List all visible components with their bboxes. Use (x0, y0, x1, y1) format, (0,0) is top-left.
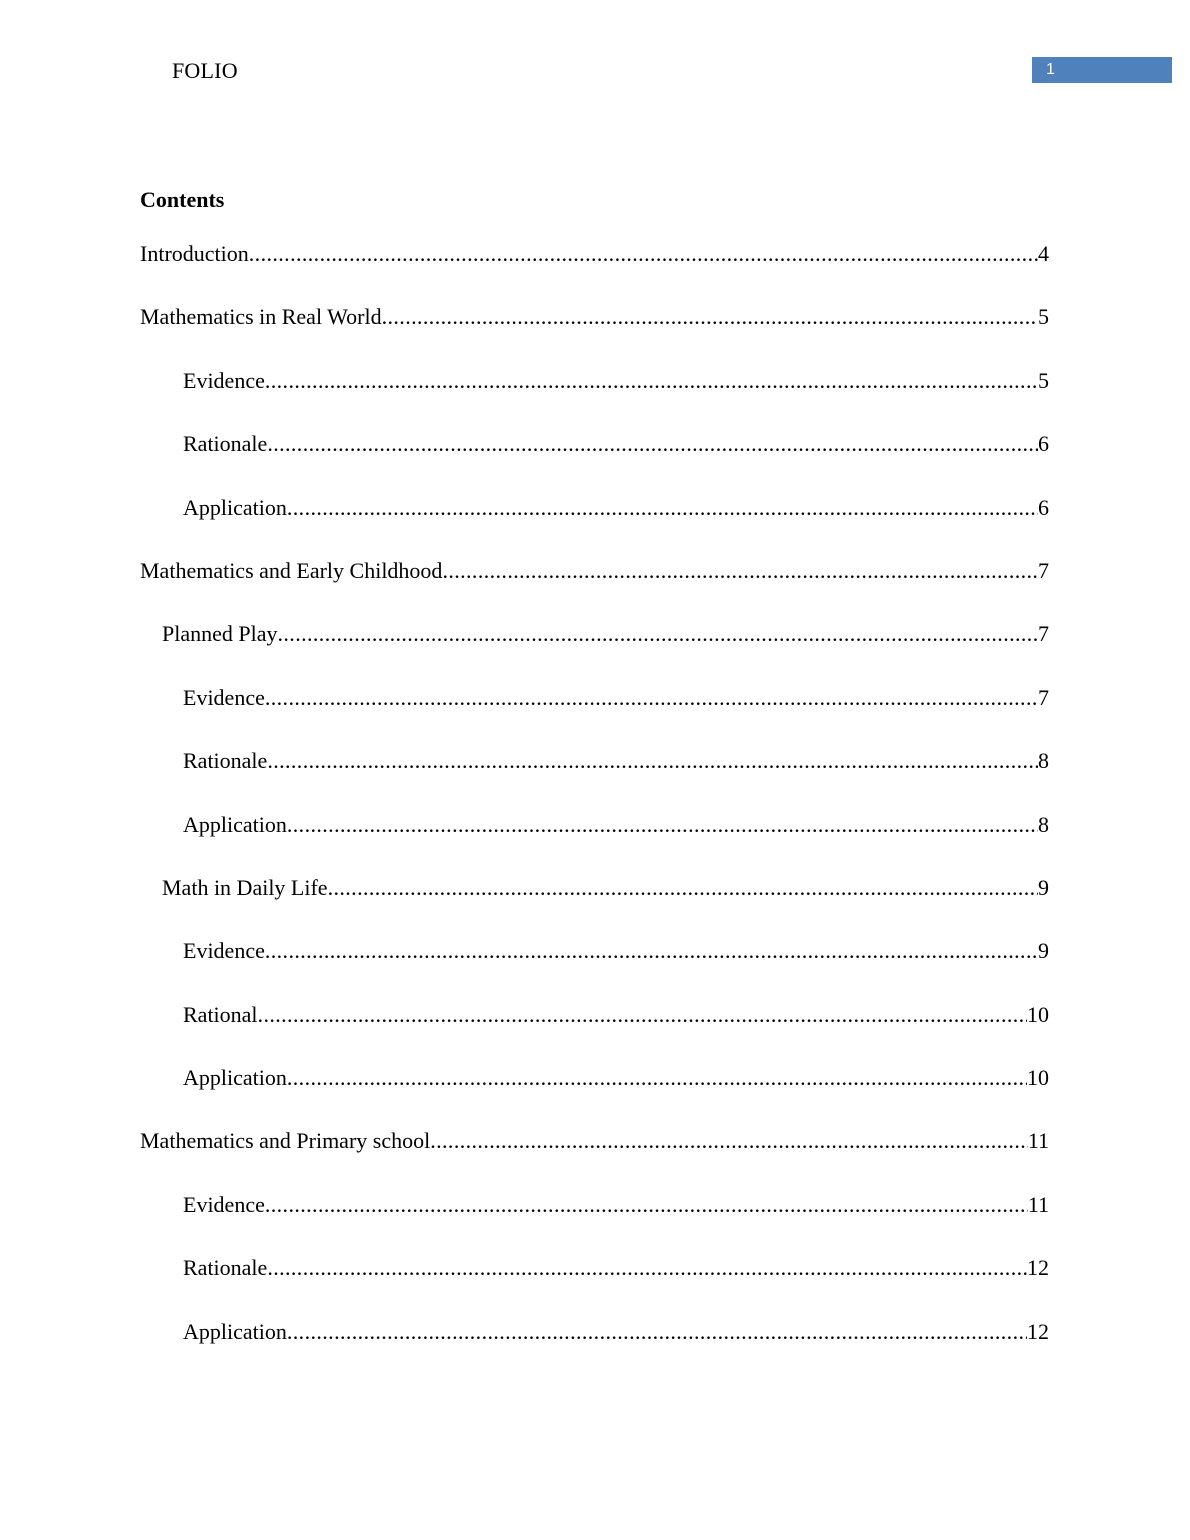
toc-entry-title: Introduction (140, 241, 249, 266)
toc-dot-leader (258, 992, 1027, 1038)
toc-entry[interactable] (140, 294, 1049, 357)
toc-entry-title: Planned Play (162, 621, 278, 647)
toc-entry-title: Mathematics and Primary school (140, 1128, 431, 1154)
toc-entry[interactable] (140, 485, 1049, 548)
toc-entry[interactable] (140, 358, 1049, 421)
toc-entry-title: Math in Daily Life (162, 874, 328, 900)
toc-dot-leader (430, 1118, 1028, 1164)
toc-entry-page-number: 11 (1027, 1128, 1049, 1154)
toc-entry-title: Evidence (183, 938, 265, 964)
toc-entry-page-number: 12 (1027, 1255, 1049, 1281)
toc-dot-leader (267, 1245, 1027, 1291)
toc-entry-page-number: 7 (1038, 557, 1049, 583)
toc-dot-leader (278, 611, 1039, 657)
toc-entry-title: Evidence (183, 684, 265, 710)
toc-heading: Contents (140, 187, 225, 212)
toc-entry-page-number: 7 (1038, 621, 1049, 647)
toc-dot-leader (265, 1182, 1028, 1228)
page-number-badge: 1 (1032, 57, 1172, 83)
toc-entry-title: Application (183, 1318, 287, 1344)
toc-entry-title: Application (183, 494, 287, 520)
toc-entry-page-number: 11 (1027, 1191, 1049, 1217)
toc-entry[interactable] (140, 611, 1049, 674)
toc-entry-title: Mathematics in Real World (140, 304, 382, 330)
table-of-contents (140, 231, 1049, 1372)
toc-dot-leader (265, 358, 1038, 404)
toc-dot-leader (249, 231, 1038, 277)
toc-dot-leader (267, 421, 1038, 467)
toc-entry-title: Mathematics and Early Childhood (140, 557, 443, 583)
toc-entry[interactable] (140, 548, 1049, 611)
toc-entry-page-number: 10 (1027, 1001, 1049, 1027)
toc-entry-title: Rationale (183, 431, 268, 457)
toc-entry[interactable] (140, 865, 1049, 928)
toc-dot-leader (287, 485, 1038, 531)
toc-entry[interactable] (140, 738, 1049, 801)
toc-entry-page-number: 9 (1038, 938, 1049, 964)
toc-entry-title: Evidence (183, 367, 265, 393)
toc-entry[interactable] (140, 802, 1049, 865)
toc-entry-title: Rationale (183, 1255, 268, 1281)
toc-entry-page-number: 10 (1027, 1065, 1049, 1091)
toc-entry-title: Application (183, 1065, 287, 1091)
toc-entry-page-number: 8 (1038, 811, 1049, 837)
toc-dot-leader (382, 294, 1038, 340)
toc-entry-page-number: 5 (1038, 304, 1049, 330)
toc-entry[interactable] (140, 1118, 1049, 1181)
toc-dot-leader (265, 928, 1038, 974)
toc-entry-page-number: 6 (1038, 494, 1049, 520)
toc-entry[interactable] (140, 421, 1049, 484)
toc-entry-page-number: 6 (1038, 431, 1049, 457)
toc-entry[interactable] (140, 1309, 1049, 1372)
toc-entry-title: Application (183, 811, 287, 837)
toc-entry-title: Rational (183, 1001, 258, 1027)
toc-entry[interactable] (140, 231, 1049, 294)
toc-entry-page-number: 5 (1038, 367, 1049, 393)
running-header-title: FOLIO (172, 58, 238, 83)
toc-entry[interactable] (140, 675, 1049, 738)
toc-dot-leader (265, 675, 1038, 721)
toc-dot-leader (287, 1309, 1027, 1355)
toc-entry-page-number: 7 (1038, 684, 1049, 710)
toc-dot-leader (328, 865, 1038, 911)
toc-entry[interactable] (140, 1055, 1049, 1118)
toc-dot-leader (287, 1055, 1027, 1101)
toc-entry-page-number: 8 (1038, 748, 1049, 774)
toc-entry-page-number: 4 (1038, 241, 1049, 266)
toc-entry[interactable] (140, 1182, 1049, 1245)
toc-dot-leader (442, 548, 1038, 594)
toc-entry[interactable] (140, 992, 1049, 1055)
toc-entry-page-number: 9 (1038, 874, 1049, 900)
toc-entry-title: Evidence (183, 1191, 265, 1217)
toc-dot-leader (267, 738, 1038, 784)
toc-entry[interactable] (140, 1245, 1049, 1308)
toc-entry-title: Rationale (183, 748, 268, 774)
toc-dot-leader (287, 802, 1038, 848)
toc-entry-page-number: 12 (1027, 1318, 1049, 1344)
toc-entry[interactable] (140, 928, 1049, 991)
